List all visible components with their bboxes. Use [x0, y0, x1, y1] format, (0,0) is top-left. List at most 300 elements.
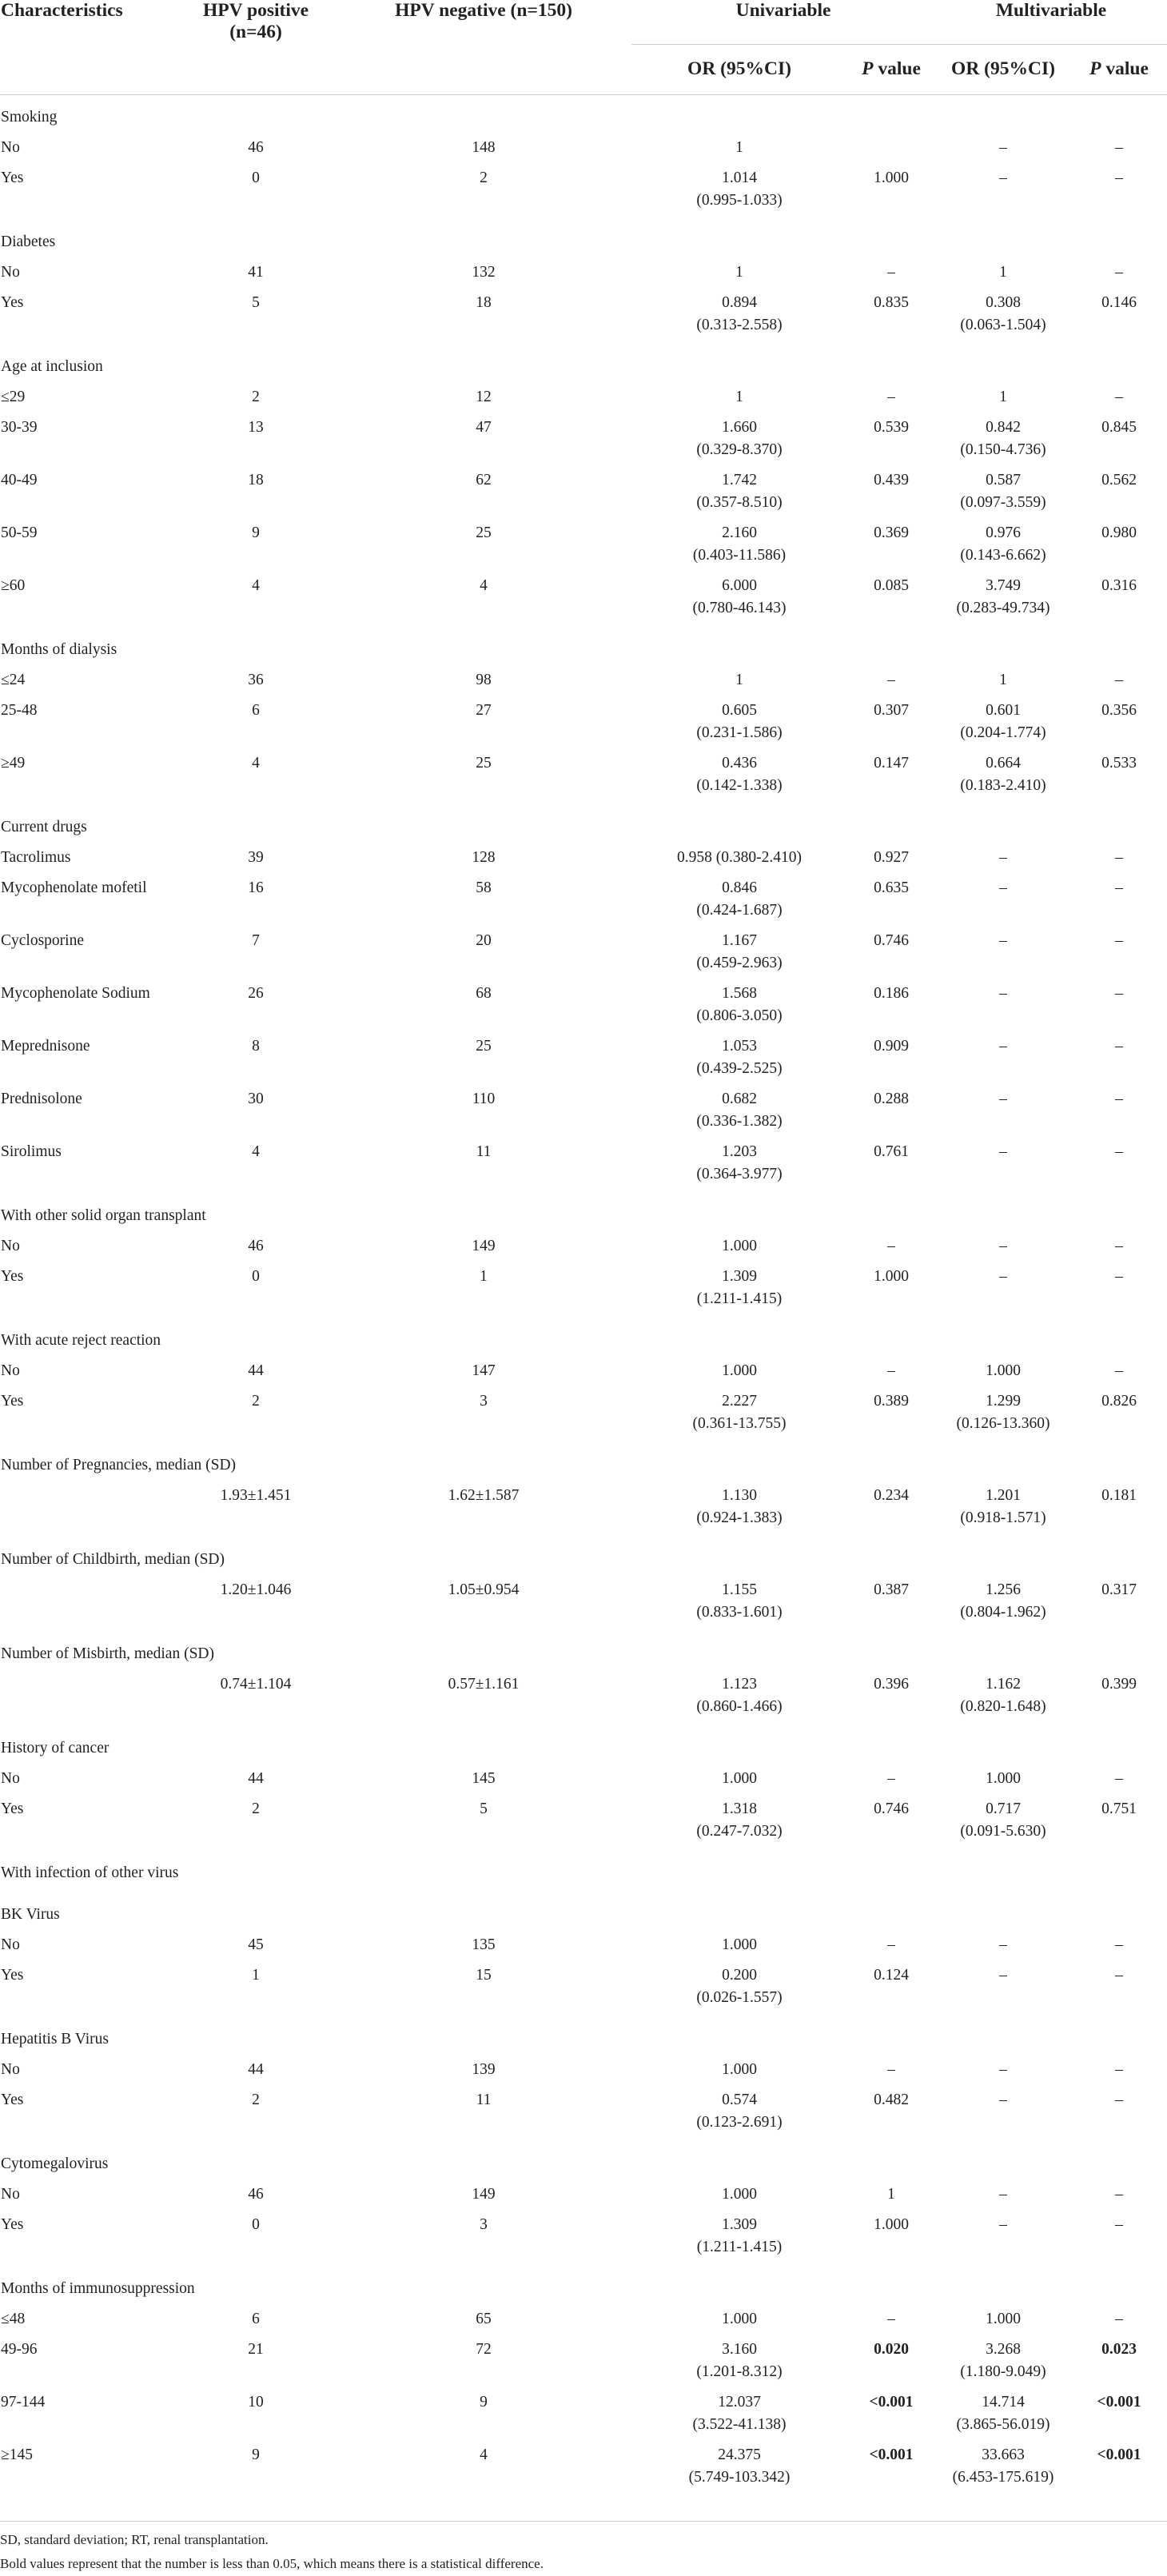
univariable-or-cell — [631, 417, 847, 469]
row-label: 30-39 — [1, 418, 38, 436]
header-row-2 — [0, 44, 1167, 94]
row-label: Cyclosporine — [1, 931, 84, 949]
multivariable-p-value: – — [1115, 138, 1123, 156]
multivariable-p-value: – — [1115, 263, 1123, 281]
univariable-or-cell — [631, 2444, 847, 2497]
multivariable-or-cell — [935, 261, 1071, 292]
section-label: Diabetes — [1, 233, 56, 250]
table-row — [0, 1964, 1167, 2017]
hpv-negative-value: 25 — [476, 1037, 492, 1055]
univariable-or-cell — [631, 1964, 847, 2017]
header-row-1 — [0, 0, 1167, 44]
multivariable-or-cell — [935, 1798, 1071, 1851]
odds-ratio: 1.660 — [722, 418, 757, 436]
univariable-or-cell — [631, 2089, 847, 2142]
section-row — [0, 220, 1167, 261]
univariable-or-cell — [631, 1798, 847, 1851]
odds-ratio: – — [999, 1936, 1007, 1953]
table-footer — [0, 2521, 1167, 2576]
odds-ratio: 1.000 — [986, 2310, 1021, 2327]
section-row — [0, 1726, 1167, 1768]
row-label: Sirolimus — [1, 1142, 62, 1160]
multivariable-or-cell — [935, 1035, 1071, 1088]
univariable-or-cell — [631, 1673, 847, 1726]
confidence-interval: (0.183-2.410) — [960, 776, 1046, 794]
hpv-negative-header: HPV negative (n=150) — [395, 0, 572, 21]
row-label: 40-49 — [1, 471, 38, 488]
odds-ratio: 33.663 — [982, 2446, 1025, 2463]
univariable-or-cell — [631, 261, 847, 292]
univariable-or-cell — [631, 752, 847, 805]
multivariable-p-value: – — [1115, 848, 1123, 866]
section-row — [0, 1194, 1167, 1235]
row-label: Yes — [1, 2091, 24, 2108]
hpv-positive-value: 30 — [248, 1090, 264, 1107]
multivariable-or-cell — [935, 1360, 1071, 1390]
hpv-positive-value: 46 — [248, 138, 264, 156]
table-row — [0, 877, 1167, 930]
section-label: Current drugs — [1, 818, 87, 835]
hpv-positive-value: 44 — [248, 2060, 264, 2078]
odds-ratio: 0.436 — [722, 754, 757, 772]
univariable-p-value: 1.000 — [874, 1267, 909, 1285]
univariable-p-value: 0.835 — [874, 293, 909, 311]
multivariable-or-cell — [935, 417, 1071, 469]
hpv-positive-value: 5 — [252, 293, 260, 311]
table-row — [0, 137, 1167, 167]
hpv-negative-value: 58 — [476, 879, 492, 896]
header-spacer — [336, 44, 631, 94]
odds-ratio: – — [999, 1090, 1007, 1107]
confidence-interval: (0.123-2.691) — [696, 2113, 783, 2131]
hpv-positive-value: 9 — [252, 2446, 260, 2463]
table-row — [0, 1360, 1167, 1390]
odds-ratio: 1.203 — [722, 1142, 757, 1160]
univariable-p-value: – — [887, 2060, 895, 2078]
hpv-negative-value: 148 — [472, 138, 496, 156]
multivariable-p-value: 0.316 — [1101, 576, 1137, 594]
multivariable-p-value: – — [1115, 1037, 1123, 1055]
univariable-p-value: 0.085 — [874, 576, 909, 594]
confidence-interval: (0.336-1.382) — [696, 1112, 783, 1130]
odds-ratio: – — [999, 138, 1007, 156]
univariable-p-value: 0.927 — [874, 848, 909, 866]
value-label: value — [873, 58, 921, 79]
table-row — [0, 983, 1167, 1035]
odds-ratio: 1.162 — [986, 1675, 1021, 1693]
row-label: Yes — [1, 169, 24, 186]
odds-ratio: 1.000 — [722, 2185, 757, 2203]
odds-ratio: – — [999, 931, 1007, 949]
odds-ratio: 0.976 — [986, 524, 1021, 541]
multivariable-p-value: 0.181 — [1101, 1486, 1137, 1504]
odds-ratio: – — [999, 2185, 1007, 2203]
hpv-positive-value: 36 — [248, 671, 264, 688]
row-label: Yes — [1, 1267, 24, 1285]
table-row — [0, 1485, 1167, 1537]
multivariable-or-cell — [935, 1141, 1071, 1194]
section-row — [0, 1443, 1167, 1485]
odds-ratio: 0.664 — [986, 754, 1021, 772]
multivariable-or-cell — [935, 386, 1071, 417]
table-row — [0, 2391, 1167, 2444]
odds-ratio: 1.000 — [986, 1769, 1021, 1787]
univariable-p-value: 0.539 — [874, 418, 909, 436]
odds-ratio: 1 — [735, 263, 743, 281]
hpv-negative-value: 11 — [476, 2091, 492, 2108]
hpv-negative-value: 18 — [476, 293, 492, 311]
multivariable-or-cell — [935, 669, 1071, 700]
univariable-p-value: 0.387 — [874, 1581, 909, 1598]
section-label: With acute reject reaction — [1, 1331, 161, 1349]
confidence-interval: (0.780-46.143) — [692, 599, 787, 616]
hpv-positive-value: 7 — [252, 931, 260, 949]
p-italic: P — [862, 58, 874, 79]
confidence-interval: (0.833-1.601) — [696, 1603, 783, 1621]
multivariable-or-cell — [935, 2308, 1071, 2339]
row-label: No — [1, 1769, 20, 1787]
section-label: Hepatitis B Virus — [1, 2030, 109, 2048]
univariable-p-value: – — [887, 263, 895, 281]
table-row — [0, 1390, 1167, 1443]
hpv-negative-value: 25 — [476, 524, 492, 541]
odds-ratio: 0.605 — [722, 701, 757, 719]
hpv-negative-value: 149 — [472, 1237, 496, 1254]
odds-ratio: – — [999, 1142, 1007, 1160]
hpv-positive-value: 1.93±1.451 — [220, 1486, 292, 1504]
confidence-interval: (0.231-1.586) — [696, 724, 783, 741]
multivariable-or-cell — [935, 469, 1071, 522]
row-label: ≤24 — [1, 671, 26, 688]
multivariable-p-value: 0.317 — [1101, 1581, 1137, 1598]
hpv-positive-value: 26 — [248, 984, 264, 1002]
section-label: With infection of other virus — [1, 1864, 179, 1881]
univariable-or-cell — [631, 877, 847, 930]
row-label: No — [1, 2060, 20, 2078]
multivariable-p-value: <0.001 — [1097, 2446, 1141, 2463]
multivariable-or-cell — [935, 2089, 1071, 2142]
univariable-p-value: 0.439 — [874, 471, 909, 488]
section-row — [0, 345, 1167, 386]
univariable-or-cell — [631, 1235, 847, 1266]
multivariable-p-value: – — [1115, 671, 1123, 688]
univariable-or-cell — [631, 1390, 847, 1443]
odds-ratio: 1.123 — [722, 1675, 757, 1693]
multivariable-p-value: – — [1115, 1142, 1123, 1160]
odds-ratio: 1.318 — [722, 1800, 757, 1817]
odds-ratio: 1.309 — [722, 2215, 757, 2233]
section-label: Smoking — [1, 108, 58, 126]
hpv-positive-value: 39 — [248, 848, 264, 866]
univariable-p-value: 0.389 — [874, 1392, 909, 1410]
hpv-positive-value: 13 — [248, 418, 264, 436]
multivariable-or-cell — [935, 1964, 1071, 2017]
multivariable-p-value: – — [1115, 388, 1123, 405]
univariable-or-cell — [631, 575, 847, 628]
odds-ratio: 12.037 — [718, 2393, 761, 2411]
table-row — [0, 700, 1167, 752]
multivariable-or-cell — [935, 847, 1071, 877]
odds-ratio: 1.000 — [722, 1237, 757, 1254]
multivariable-p-value: – — [1115, 1090, 1123, 1107]
univariable-or-cell — [631, 2214, 847, 2267]
row-label — [0, 1673, 176, 1726]
hpv-negative-value: 4 — [480, 576, 488, 594]
multivariable-or-cell — [935, 2059, 1071, 2089]
confidence-interval: (0.364-3.977) — [696, 1165, 783, 1182]
table-row — [0, 1768, 1167, 1798]
hpv-positive-value: 1 — [252, 1966, 260, 1984]
hpv-positive-value: 6 — [252, 2310, 260, 2327]
confidence-interval: (0.924-1.383) — [696, 1509, 783, 1526]
hpv-positive-value: 18 — [248, 471, 264, 488]
table-row — [0, 1141, 1167, 1194]
table-row — [0, 261, 1167, 292]
hpv-positive-value: 0 — [252, 169, 260, 186]
hpv-positive-value: 44 — [248, 1769, 264, 1787]
confidence-interval: (1.211-1.415) — [696, 1290, 783, 1307]
table-row — [0, 2444, 1167, 2497]
section-label: Months of dialysis — [1, 640, 117, 658]
confidence-interval: (0.439-2.525) — [696, 1059, 783, 1077]
confidence-interval: (0.097-3.559) — [960, 493, 1046, 511]
multivariable-p-value: – — [1115, 1267, 1123, 1285]
odds-ratio: – — [999, 1237, 1007, 1254]
table-row — [0, 1673, 1167, 1726]
multivariable-or-cell — [935, 1266, 1071, 1318]
hpv-negative-value: 62 — [476, 471, 492, 488]
row-label: Yes — [1, 1966, 24, 1984]
odds-ratio: 0.717 — [986, 1800, 1021, 1817]
hpv-negative-value: 4 — [480, 2446, 488, 2463]
odds-ratio: 1.201 — [986, 1486, 1021, 1504]
confidence-interval: (1.180-9.049) — [960, 2363, 1046, 2380]
multivariable-or-cell — [935, 1673, 1071, 1726]
odds-ratio: 1.000 — [986, 1362, 1021, 1379]
hpv-negative-value: 72 — [476, 2340, 492, 2358]
univariable-p-value: 0.761 — [874, 1142, 909, 1160]
odds-ratio: 0.587 — [986, 471, 1021, 488]
hpv-negative-value: 65 — [476, 2310, 492, 2327]
hpv-positive-value: 8 — [252, 1037, 260, 1055]
univariable-p-value: 0.186 — [874, 984, 909, 1002]
row-label: No — [1, 1237, 20, 1254]
multivariable-header: Multivariable — [995, 0, 1107, 21]
univariable-or-cell — [631, 1934, 847, 1964]
confidence-interval: (0.806-3.050) — [696, 1007, 783, 1024]
row-label: Yes — [1, 1392, 24, 1410]
univariable-or-cell — [631, 2308, 847, 2339]
hpv-negative-value: 0.57±1.161 — [448, 1675, 520, 1693]
multivariable-p-value: <0.001 — [1097, 2393, 1141, 2411]
multivariable-p-value: 0.399 — [1101, 1675, 1137, 1693]
odds-ratio: 0.846 — [722, 879, 757, 896]
multivariable-p-value: – — [1115, 931, 1123, 949]
hpv-positive-value: 41 — [248, 263, 264, 281]
table-body — [0, 94, 1167, 2497]
hpv-positive-value: 0 — [252, 1267, 260, 1285]
univariable-p-value: <0.001 — [869, 2393, 914, 2411]
odds-ratio: 1.742 — [722, 471, 757, 488]
header-spacer — [176, 44, 336, 94]
section-label: Months of immunosuppression — [1, 2279, 195, 2297]
odds-ratio: 3.749 — [986, 576, 1021, 594]
multivariable-or-cell — [935, 2183, 1071, 2214]
hpv-negative-value: 5 — [480, 1800, 488, 1817]
confidence-interval: (0.150-4.736) — [960, 441, 1046, 458]
hpv-positive-value: 21 — [248, 2340, 264, 2358]
confidence-interval: (1.201-8.312) — [696, 2363, 783, 2380]
odds-ratio: – — [999, 2091, 1007, 2108]
multivariable-or-cell — [935, 1390, 1071, 1443]
odds-ratio: 1 — [999, 263, 1007, 281]
multivariable-p-value: 0.356 — [1101, 701, 1137, 719]
univariable-p-value: 1.000 — [874, 169, 909, 186]
univariable-p-value: – — [887, 1237, 895, 1254]
section-row — [0, 1892, 1167, 1934]
row-label: Tacrolimus — [1, 848, 71, 866]
odds-ratio: – — [999, 1267, 1007, 1285]
hpv-negative-value: 132 — [472, 263, 496, 281]
multivariable-p-value: – — [1115, 1966, 1123, 1984]
multivariable-p-value: 0.023 — [1101, 2340, 1137, 2358]
multivariable-p-value: 0.562 — [1101, 471, 1137, 488]
row-label: No — [1, 1936, 20, 1953]
univariable-p-value: 0.369 — [874, 524, 909, 541]
confidence-interval: (3.522-41.138) — [692, 2415, 787, 2433]
section-row — [0, 1537, 1167, 1579]
table-row — [0, 292, 1167, 345]
multivariable-or-cell — [935, 1235, 1071, 1266]
univariable-p-value: 0.909 — [874, 1037, 909, 1055]
footnote: Bold values represent that the number is less than 0.05, which means there is a statistical difference. — [0, 2555, 544, 2571]
univariable-p-value: 0.396 — [874, 1675, 909, 1693]
univariable-or-cell — [631, 1485, 847, 1537]
multivariable-or-cell — [935, 1934, 1071, 1964]
multivariable-p-value: – — [1115, 984, 1123, 1002]
hpv-positive-value: 9 — [252, 524, 260, 541]
multivariable-p-value: 0.845 — [1101, 418, 1137, 436]
multivariable-or-cell — [935, 522, 1071, 575]
univariable-p-value: – — [887, 671, 895, 688]
univariable-or-cell — [631, 137, 847, 167]
odds-ratio: 1.155 — [722, 1581, 757, 1598]
confidence-interval: (0.860-1.466) — [696, 1697, 783, 1715]
odds-ratio: 1.309 — [722, 1267, 757, 1285]
odds-ratio: 1.053 — [722, 1037, 757, 1055]
confidence-interval: (0.820-1.648) — [960, 1697, 1046, 1715]
table-row — [0, 669, 1167, 700]
hpv-negative-value: 128 — [472, 848, 496, 866]
univariable-p-value: 0.020 — [874, 2340, 909, 2358]
section-row — [0, 1851, 1167, 1892]
univariable-or-cell — [631, 167, 847, 220]
confidence-interval: (0.091-5.630) — [960, 1822, 1046, 1840]
univariable-or-cell — [631, 1266, 847, 1318]
multivariable-p-value: – — [1115, 2310, 1123, 2327]
multivariable-p-value: – — [1115, 169, 1123, 186]
multivariable-or-cell — [935, 1579, 1071, 1632]
row-label — [0, 1579, 176, 1632]
univariable-or-cell — [631, 930, 847, 983]
univariable-p-value: – — [887, 2310, 895, 2327]
hpv-positive-value: 2 — [252, 2091, 260, 2108]
odds-ratio: – — [999, 169, 1007, 186]
row-label: 97-144 — [1, 2393, 46, 2411]
univariable-p-header — [847, 44, 935, 94]
multivariable-or-cell — [935, 930, 1071, 983]
hpv-positive-value: 16 — [248, 879, 264, 896]
hpv-negative-value: 145 — [472, 1769, 496, 1787]
hpv-negative-value: 1.05±0.954 — [448, 1581, 520, 1598]
value-label: value — [1101, 58, 1149, 79]
section-row — [0, 2267, 1167, 2308]
section-label: Number of Childbirth, median (SD) — [1, 1550, 225, 1568]
univariable-p-value — [847, 137, 935, 167]
section-row — [0, 1318, 1167, 1360]
footnote: SD, standard deviation; RT, renal transplantation. — [0, 2531, 269, 2547]
confidence-interval: (0.142-1.338) — [696, 776, 783, 794]
section-row — [0, 2017, 1167, 2059]
section-label: History of cancer — [1, 1739, 110, 1757]
row-label: Mycophenolate Sodium — [1, 984, 150, 1002]
odds-ratio: 1 — [999, 671, 1007, 688]
table-row — [0, 167, 1167, 220]
univariable-or-cell — [631, 847, 847, 877]
univariable-p-value: 0.746 — [874, 931, 909, 949]
hpv-negative-value: 139 — [472, 2060, 496, 2078]
univariable-p-value: 0.288 — [874, 1090, 909, 1107]
table-row — [0, 1579, 1167, 1632]
confidence-interval: (1.211-1.415) — [696, 2238, 783, 2255]
univariable-p-value: 0.234 — [874, 1486, 909, 1504]
hpv-positive-header: HPV positive (n=46) — [202, 0, 309, 42]
table-row — [0, 2059, 1167, 2089]
table-row — [0, 2214, 1167, 2267]
multivariable-p-value: 0.533 — [1101, 754, 1137, 772]
table-row — [0, 386, 1167, 417]
multivariable-p-value: 0.980 — [1101, 524, 1137, 541]
hpv-negative-value: 9 — [480, 2393, 488, 2411]
odds-ratio: 1.130 — [722, 1486, 757, 1504]
univariable-or-cell — [631, 1360, 847, 1390]
row-label: 49-96 — [1, 2340, 38, 2358]
hpv-negative-value: 3 — [480, 2215, 488, 2233]
multivariable-or-cell — [935, 1768, 1071, 1798]
confidence-interval: (3.865-56.019) — [956, 2415, 1050, 2433]
table-row — [0, 2308, 1167, 2339]
table-row — [0, 1035, 1167, 1088]
p-italic: P — [1089, 58, 1101, 79]
row-label: No — [1, 2185, 20, 2203]
row-label: ≥49 — [1, 754, 26, 772]
hpv-positive-value: 6 — [252, 701, 260, 719]
hpv-positive-value: 46 — [248, 2185, 264, 2203]
multivariable-p-value: – — [1115, 2091, 1123, 2108]
multivariable-or-cell — [935, 2444, 1071, 2497]
confidence-interval: (0.143-6.662) — [960, 546, 1046, 564]
header-spacer — [0, 44, 176, 94]
univariable-or-cell — [631, 1088, 847, 1141]
table-row — [0, 752, 1167, 805]
univariable-or-cell — [631, 983, 847, 1035]
row-label: Yes — [1, 1800, 24, 1817]
hpv-positive-value: 2 — [252, 388, 260, 405]
section-row — [0, 94, 1167, 137]
univariable-p-value: 1.000 — [874, 2215, 909, 2233]
row-label: No — [1, 138, 20, 156]
odds-ratio: – — [999, 2060, 1007, 2078]
